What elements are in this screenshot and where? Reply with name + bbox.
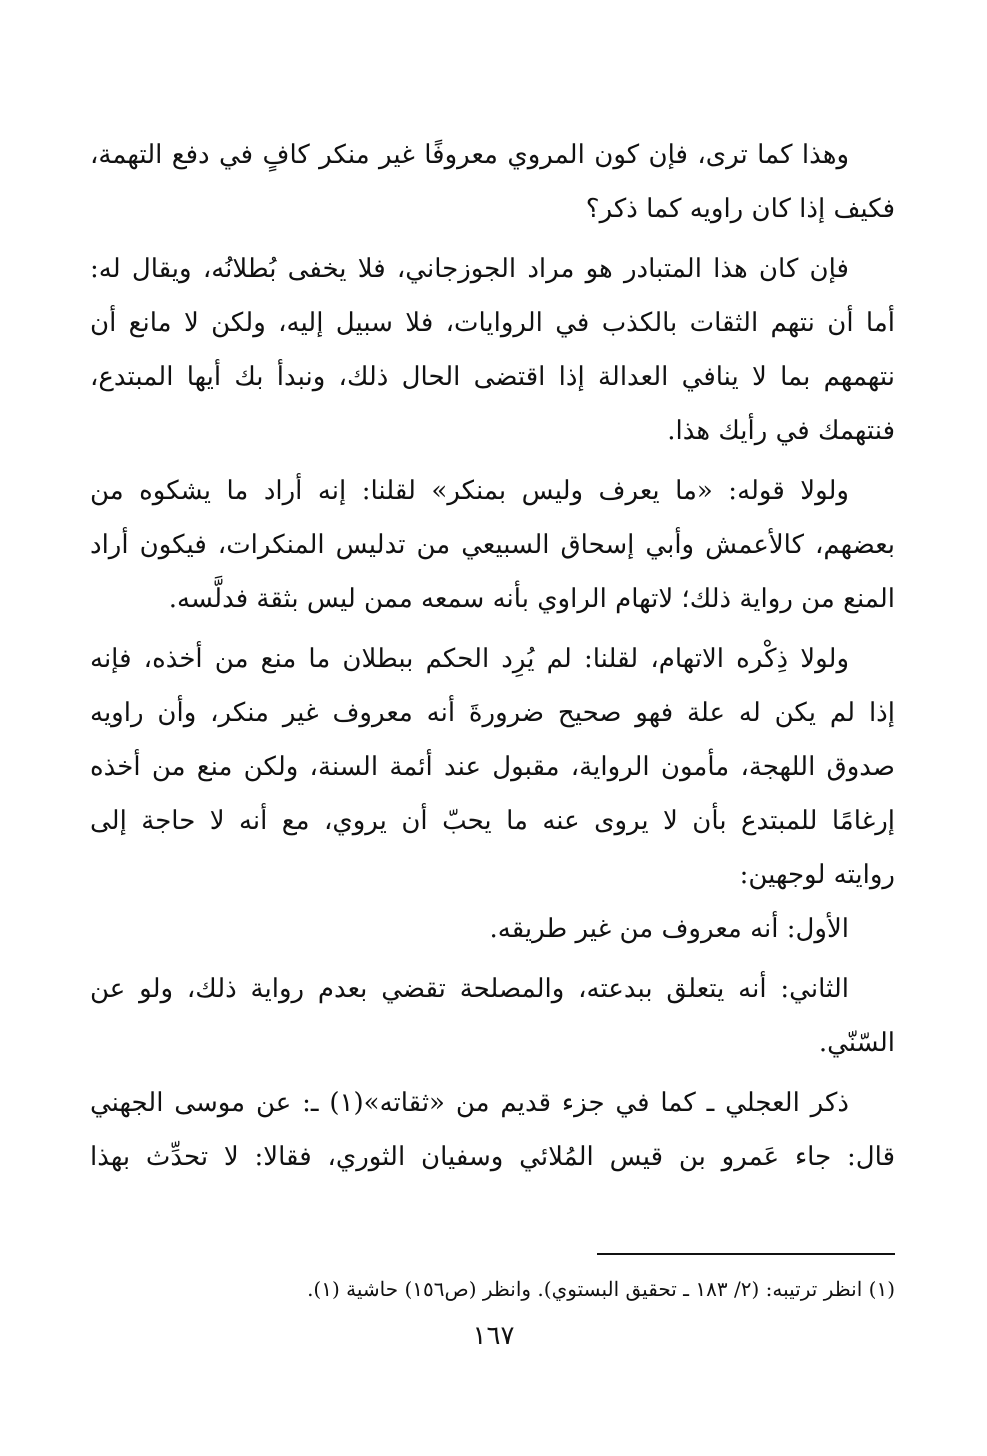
text-line: أما أن نتهم الثقات بالكذب في الروايات، فلا سبيل إليه، ولكن لا مانع أن [90,308,895,338]
footnote: (١) انظر ترتيبه: (٢/ ١٨٣ ـ تحقيق البستوي). وانظر (ص١٥٦) حاشية (١). [307,1277,895,1301]
page-number: ١٦٧ [472,1321,515,1351]
paragraph-2 [90,242,895,458]
text-line: السّنّي. [818,1028,895,1058]
text-line: إذا لم يكن له علة فهو صحيح ضرورةَ أنه معروف غير منكر، وأن راويه [90,698,895,728]
text-line: فإن كان هذا المتبادر هو مراد الجوزجاني، فلا يخفى بُطلانُه، ويقال له: [90,254,849,284]
text-line: صدوق اللهجة، مأمون الرواية، مقبول عند أئمة السنة، ولكن منع من أخذه [90,752,895,782]
paragraph-1 [90,128,895,236]
text-line: فنتهمك في رأيك هذا. [667,416,895,446]
text-line: ولولا ذِكْره الاتهام، لقلنا: لم يُرِد الحكم ببطلان ما منع من أخذه، فإنه [90,644,849,674]
text-line: فكيف إذا كان راويه كما ذكر؟ [585,194,895,224]
paragraph-4 [90,632,895,902]
text-line: المنع من رواية ذلك؛ لاتهام الراوي بأنه سمعه ممن ليس بثقة فدلَّسه. [168,584,895,614]
main-text [90,128,895,1184]
text-line: نتهمهم بما لا ينافي العدالة إذا اقتضى الحال ذلك، ونبدأ بك أيها المبتدع، [90,362,895,392]
text-line: ذكر العجلي ـ كما في جزء قديم من «ثقاته»(١) ـ: عن موسى الجهني [90,1088,849,1118]
paragraph-7 [90,1076,895,1184]
paragraph-3 [90,464,895,626]
text-line: إرغامًا للمبتدع بأن لا يروى عنه ما يحبّ أن يروي، مع أنه لا حاجة إلى [90,806,895,836]
paragraph-6 [90,962,895,1070]
text-line: الثاني: أنه يتعلق ببدعته، والمصلحة تقضي بعدم رواية ذلك، ولو عن [90,974,849,1004]
text-line: الأول: أنه معروف من غير طريقه. [489,914,849,944]
footnote-separator [597,1253,895,1255]
text-line: روايته لوجهين: [739,860,895,890]
text-line: ولولا قوله: «ما يعرف وليس بمنكر» لقلنا: إنه أراد ما يشكوه من [90,476,849,506]
text-line: بعضهم، كالأعمش وأبي إسحاق السبيعي من تدليس المنكرات، فيكون أراد [90,530,895,560]
paragraph-5 [90,902,895,956]
text-line: قال: جاء عَمرو بن قيس المُلائي وسفيان الثوري، فقالا: لا تحدِّث بهذا [90,1142,895,1172]
text-line: وهذا كما ترى، فإن كون المروي معروفًا غير منكر كافٍ في دفع التهمة، [90,140,849,170]
